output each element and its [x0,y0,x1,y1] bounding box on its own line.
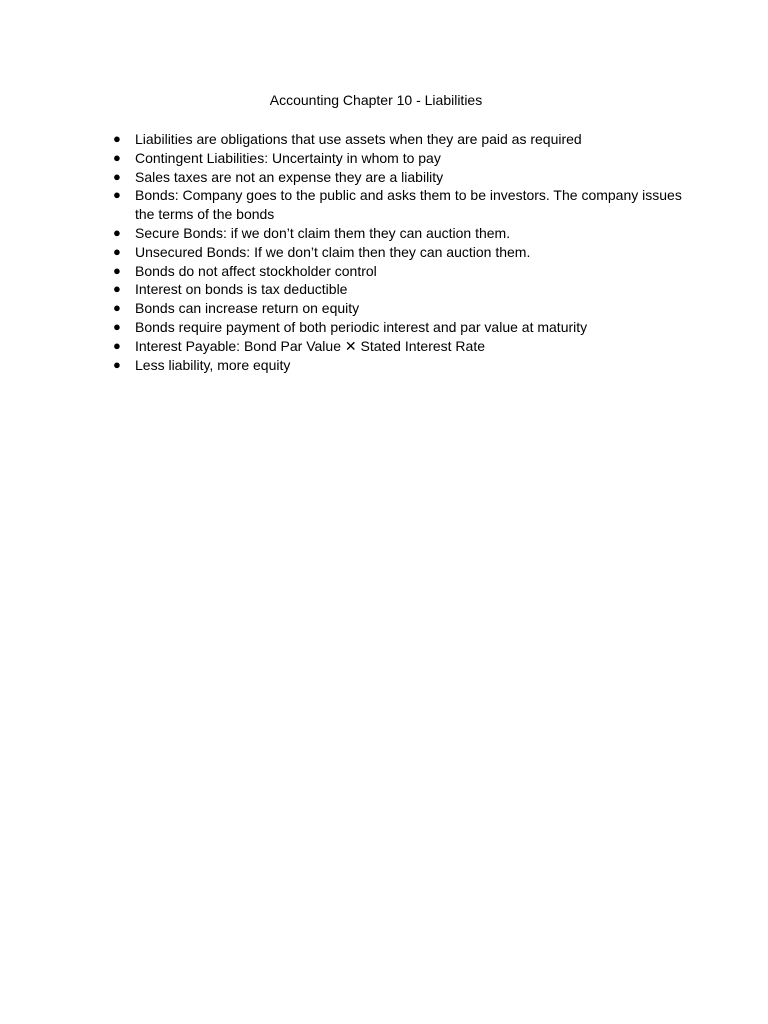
document-title: Accounting Chapter 10 - Liabilities [269,92,483,108]
bullet-icon: ● [113,262,121,278]
bullet-icon: ● [113,187,121,203]
bullet-icon: ● [113,131,121,146]
list-item [113,186,683,224]
bullet-list [113,130,683,374]
list-item-text: Unsecured Bonds: If we don’t claim then they can auction them. [135,243,531,260]
bullet-icon: ● [113,300,121,316]
bullet-icon: ● [113,149,121,165]
list-item-text: Contingent Liabilities: Uncertainty in whom to pay [135,149,441,166]
list-item-text: Liabilities are obligations that use assets when they are paid as required [135,131,582,147]
list-item [113,356,683,375]
bullet-icon: ● [113,281,121,297]
list-item [113,262,683,281]
bullet-icon: ● [113,318,121,334]
list-item-text: Secure Bonds: if we don’t claim them they can auction them. [135,224,511,241]
list-item [113,337,683,356]
list-item [113,280,683,299]
list-item [113,130,683,149]
list-item-text: Sales taxes are not an expense they are a liability [135,168,444,185]
list-item-text: Bonds: Company goes to the public and asks them to be investors. The company issues the terms of the bonds [135,187,682,223]
list-item-text: Interest Payable: Bond Par Value ✕ Stated Interest Rate [135,337,486,354]
bullet-icon: ● [113,243,121,259]
bullet-icon: ● [113,356,121,372]
list-item-text: Bonds do not affect stockholder control [135,262,377,279]
list-item-text: Less liability, more equity [135,356,291,373]
bullet-icon: ● [113,337,121,353]
list-item [113,299,683,318]
bullet-icon: ● [113,224,121,240]
list-item [113,318,683,337]
bullet-icon: ● [113,168,121,184]
list-item [113,243,683,262]
list-item-text: Interest on bonds is tax deductible [135,281,348,298]
list-item [113,224,683,243]
list-item-text: Bonds require payment of both periodic interest and par value at maturity [135,318,588,335]
list-item [113,149,683,168]
list-item-text: Bonds can increase return on equity [135,300,360,317]
list-item [113,168,683,187]
